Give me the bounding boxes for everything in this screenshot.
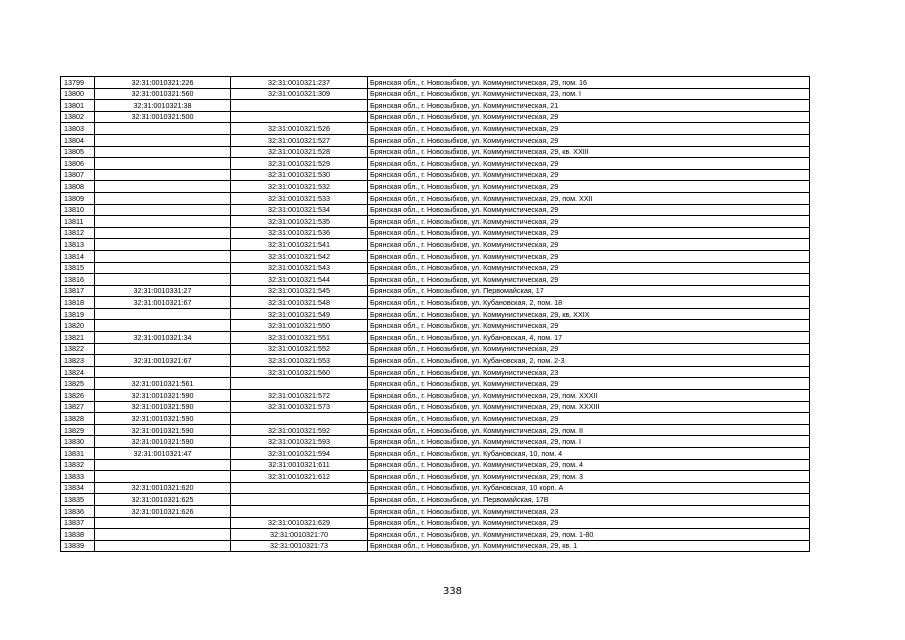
row-number-cell: 13801	[61, 100, 95, 112]
address-cell: Брянская обл., г. Новозыбков, ул. Коммунистическая, 29	[368, 239, 810, 251]
building-cadastral-number-cell: 32:31:0010321:572	[231, 390, 368, 402]
building-cadastral-number-cell: 32:31:0010321:70	[231, 529, 368, 541]
row-number-cell: 13821	[61, 332, 95, 344]
row-number-cell: 13833	[61, 471, 95, 483]
registry-table	[60, 76, 810, 552]
address-cell: Брянская обл., г. Новозыбков, ул. Коммунистическая, 29, пом. 16	[368, 77, 810, 89]
address-cell: Брянская обл., г. Новозыбков, ул. Коммунистическая, 29, пом. 4	[368, 459, 810, 471]
row-number-cell: 13817	[61, 285, 95, 297]
row-number-cell: 13813	[61, 239, 95, 251]
building-cadastral-number-cell: 32:31:0010321:533	[231, 192, 368, 204]
building-cadastral-number-cell	[231, 505, 368, 517]
registry-table-body	[61, 77, 810, 552]
table-row	[61, 297, 810, 309]
building-cadastral-number-cell: 32:31:0010321:528	[231, 146, 368, 158]
table-row	[61, 517, 810, 529]
cadastral-number-cell: 32:31:0010321:620	[95, 482, 231, 494]
cadastral-number-cell: 32:31:0010321:226	[95, 77, 231, 89]
table-row	[61, 459, 810, 471]
address-cell: Брянская обл., г. Новозыбков, ул. Коммунистическая, 29, пом. XXII	[368, 192, 810, 204]
row-number-cell: 13823	[61, 355, 95, 367]
cadastral-number-cell	[95, 250, 231, 262]
table-row	[61, 169, 810, 181]
cadastral-number-cell	[95, 227, 231, 239]
building-cadastral-number-cell: 32:31:0010321:551	[231, 332, 368, 344]
table-row	[61, 390, 810, 402]
cadastral-number-cell: 32:31:0010321:34	[95, 332, 231, 344]
address-cell: Брянская обл., г. Новозыбков, ул. Коммунистическая, 29	[368, 262, 810, 274]
page-number: 338	[442, 586, 463, 597]
building-cadastral-number-cell: 32:31:0010321:612	[231, 471, 368, 483]
building-cadastral-number-cell: 32:31:0010321:309	[231, 88, 368, 100]
table-row	[61, 250, 810, 262]
table-row	[61, 378, 810, 390]
building-cadastral-number-cell: 32:31:0010321:535	[231, 216, 368, 228]
address-cell: Брянская обл., г. Новозыбков, ул. Коммунистическая, 29, пом. I	[368, 436, 810, 448]
address-cell: Брянская обл., г. Новозыбков, ул. Коммунистическая, 29	[368, 274, 810, 286]
address-cell: Брянская обл., г. Новозыбков, ул. Коммунистическая, 29, кв. XXIII	[368, 146, 810, 158]
table-row	[61, 482, 810, 494]
table-row	[61, 134, 810, 146]
cadastral-number-cell	[95, 320, 231, 332]
table-row	[61, 123, 810, 135]
row-number-cell: 13809	[61, 192, 95, 204]
address-cell: Брянская обл., г. Новозыбков, ул. Кубановская, 4, пом. 17	[368, 332, 810, 344]
row-number-cell: 13838	[61, 529, 95, 541]
row-number-cell: 13824	[61, 366, 95, 378]
building-cadastral-number-cell	[231, 494, 368, 506]
table-row	[61, 274, 810, 286]
row-number-cell: 13839	[61, 540, 95, 552]
building-cadastral-number-cell: 32:31:0010321:527	[231, 134, 368, 146]
address-cell: Брянская обл., г. Новозыбков, ул. Коммунистическая, 29	[368, 111, 810, 123]
cadastral-number-cell	[95, 529, 231, 541]
address-cell: Брянская обл., г. Новозыбков, ул. Коммунистическая, 29, пом. XXXII	[368, 390, 810, 402]
address-cell: Брянская обл., г. Новозыбков, ул. Коммунистическая, 29	[368, 378, 810, 390]
row-number-cell: 13820	[61, 320, 95, 332]
address-cell: Брянская обл., г. Новозыбков, ул. Коммунистическая, 29	[368, 320, 810, 332]
address-cell: Брянская обл., г. Новозыбков, ул. Коммунистическая, 29	[368, 123, 810, 135]
address-cell: Брянская обл., г. Новозыбков, ул. Коммунистическая, 29	[368, 169, 810, 181]
row-number-cell: 13804	[61, 134, 95, 146]
table-row	[61, 308, 810, 320]
table-row	[61, 436, 810, 448]
row-number-cell: 13810	[61, 204, 95, 216]
address-cell: Брянская обл., г. Новозыбков, ул. Первомайская, 17	[368, 285, 810, 297]
table-row	[61, 401, 810, 413]
table-row	[61, 158, 810, 170]
building-cadastral-number-cell: 32:31:0010321:553	[231, 355, 368, 367]
table-row	[61, 320, 810, 332]
address-cell: Брянская обл., г. Новозыбков, ул. Кубановская, 2, пом. 2-3	[368, 355, 810, 367]
table-row	[61, 540, 810, 552]
table-row	[61, 413, 810, 425]
building-cadastral-number-cell: 32:31:0010321:629	[231, 517, 368, 529]
table-row	[61, 216, 810, 228]
cadastral-number-cell	[95, 517, 231, 529]
table-row	[61, 77, 810, 89]
address-cell: Брянская обл., г. Новозыбков, ул. Коммунистическая, 29, кв. 1	[368, 540, 810, 552]
building-cadastral-number-cell: 32:31:0010321:532	[231, 181, 368, 193]
building-cadastral-number-cell	[231, 413, 368, 425]
row-number-cell: 13834	[61, 482, 95, 494]
row-number-cell: 13818	[61, 297, 95, 309]
address-cell: Брянская обл., г. Новозыбков, ул. Коммунистическая, 29, пом. II	[368, 424, 810, 436]
row-number-cell: 13815	[61, 262, 95, 274]
cadastral-number-cell	[95, 134, 231, 146]
row-number-cell: 13825	[61, 378, 95, 390]
building-cadastral-number-cell: 32:31:0010321:534	[231, 204, 368, 216]
address-cell: Брянская обл., г. Новозыбков, ул. Коммунистическая, 23	[368, 505, 810, 517]
address-cell: Брянская обл., г. Новозыбков, ул. Коммунистическая, 29	[368, 181, 810, 193]
address-cell: Брянская обл., г. Новозыбков, ул. Коммунистическая, 23, пом. I	[368, 88, 810, 100]
table-row	[61, 204, 810, 216]
table-row	[61, 355, 810, 367]
row-number-cell: 13827	[61, 401, 95, 413]
cadastral-number-cell: 32:31:0010321:560	[95, 88, 231, 100]
row-number-cell: 13806	[61, 158, 95, 170]
row-number-cell: 13816	[61, 274, 95, 286]
row-number-cell: 13802	[61, 111, 95, 123]
building-cadastral-number-cell	[231, 378, 368, 390]
cadastral-number-cell: 32:31:0010321:590	[95, 424, 231, 436]
table-row	[61, 332, 810, 344]
cadastral-number-cell	[95, 308, 231, 320]
building-cadastral-number-cell: 32:31:0010321:529	[231, 158, 368, 170]
building-cadastral-number-cell: 32:31:0010321:73	[231, 540, 368, 552]
cadastral-number-cell	[95, 366, 231, 378]
table-row	[61, 227, 810, 239]
cadastral-number-cell: 32:31:0010321:590	[95, 436, 231, 448]
building-cadastral-number-cell: 32:31:0010321:541	[231, 239, 368, 251]
table-row	[61, 285, 810, 297]
address-cell: Брянская обл., г. Новозыбков, ул. Коммунистическая, 29	[368, 204, 810, 216]
building-cadastral-number-cell: 32:31:0010321:545	[231, 285, 368, 297]
address-cell: Брянская обл., г. Новозыбков, ул. Кубановская, 10 корп. А	[368, 482, 810, 494]
table-row	[61, 494, 810, 506]
cadastral-number-cell	[95, 239, 231, 251]
table-row	[61, 262, 810, 274]
building-cadastral-number-cell: 32:31:0010321:552	[231, 343, 368, 355]
table-row	[61, 471, 810, 483]
cadastral-number-cell	[95, 540, 231, 552]
table-row	[61, 100, 810, 112]
row-number-cell: 13811	[61, 216, 95, 228]
cadastral-number-cell: 32:31:0010321:561	[95, 378, 231, 390]
address-cell: Брянская обл., г. Новозыбков, ул. Коммунистическая, 21	[368, 100, 810, 112]
table-row	[61, 424, 810, 436]
cadastral-number-cell	[95, 169, 231, 181]
address-cell: Брянская обл., г. Новозыбков, ул. Коммунистическая, 29, пом. XXXIII	[368, 401, 810, 413]
row-number-cell: 13808	[61, 181, 95, 193]
cadastral-number-cell	[95, 262, 231, 274]
row-number-cell: 13807	[61, 169, 95, 181]
row-number-cell: 13832	[61, 459, 95, 471]
row-number-cell: 13803	[61, 123, 95, 135]
address-cell: Брянская обл., г. Новозыбков, ул. Коммунистическая, 29, кв. XXIX	[368, 308, 810, 320]
building-cadastral-number-cell: 32:31:0010321:548	[231, 297, 368, 309]
row-number-cell: 13799	[61, 77, 95, 89]
row-number-cell: 13826	[61, 390, 95, 402]
building-cadastral-number-cell: 32:31:0010321:611	[231, 459, 368, 471]
row-number-cell: 13814	[61, 250, 95, 262]
address-cell: Брянская обл., г. Новозыбков, ул. Коммунистическая, 29	[368, 216, 810, 228]
address-cell: Брянская обл., г. Новозыбков, ул. Коммунистическая, 29	[368, 134, 810, 146]
address-cell: Брянская обл., г. Новозыбков, ул. Коммунистическая, 29	[368, 250, 810, 262]
row-number-cell: 13812	[61, 227, 95, 239]
cadastral-number-cell	[95, 123, 231, 135]
building-cadastral-number-cell: 32:31:0010321:560	[231, 366, 368, 378]
building-cadastral-number-cell: 32:31:0010321:237	[231, 77, 368, 89]
row-number-cell: 13819	[61, 308, 95, 320]
building-cadastral-number-cell: 32:31:0010321:549	[231, 308, 368, 320]
address-cell: Брянская обл., г. Новозыбков, ул. Коммунистическая, 29	[368, 227, 810, 239]
row-number-cell: 13836	[61, 505, 95, 517]
building-cadastral-number-cell: 32:31:0010321:543	[231, 262, 368, 274]
cadastral-number-cell: 32:31:0010321:625	[95, 494, 231, 506]
cadastral-number-cell: 32:31:0010321:590	[95, 390, 231, 402]
cadastral-number-cell	[95, 192, 231, 204]
table-row	[61, 529, 810, 541]
row-number-cell: 13822	[61, 343, 95, 355]
address-cell: Брянская обл., г. Новозыбков, ул. Коммунистическая, 29	[368, 343, 810, 355]
table-row	[61, 448, 810, 460]
cadastral-number-cell: 32:31:0010321:67	[95, 355, 231, 367]
row-number-cell: 13831	[61, 448, 95, 460]
address-cell: Брянская обл., г. Новозыбков, ул. Коммунистическая, 29, пом. 3	[368, 471, 810, 483]
address-cell: Брянская обл., г. Новозыбков, ул. Кубановская, 2, пом. 18	[368, 297, 810, 309]
address-cell: Брянская обл., г. Новозыбков, ул. Коммунистическая, 29, пом. 1-80	[368, 529, 810, 541]
cadastral-number-cell	[95, 274, 231, 286]
row-number-cell: 13800	[61, 88, 95, 100]
building-cadastral-number-cell: 32:31:0010321:542	[231, 250, 368, 262]
address-cell: Брянская обл., г. Новозыбков, ул. Кубановская, 10, пом. 4	[368, 448, 810, 460]
building-cadastral-number-cell: 32:31:0010321:536	[231, 227, 368, 239]
table-row	[61, 343, 810, 355]
address-cell: Брянская обл., г. Новозыбков, ул. Коммунистическая, 29	[368, 413, 810, 425]
row-number-cell: 13837	[61, 517, 95, 529]
building-cadastral-number-cell	[231, 100, 368, 112]
building-cadastral-number-cell: 32:31:0010321:573	[231, 401, 368, 413]
cadastral-number-cell	[95, 146, 231, 158]
table-row	[61, 239, 810, 251]
cadastral-number-cell: 32:31:0010331:27	[95, 285, 231, 297]
cadastral-number-cell: 32:31:0010321:500	[95, 111, 231, 123]
address-cell: Брянская обл., г. Новозыбков, ул. Первомайская, 17В	[368, 494, 810, 506]
row-number-cell: 13828	[61, 413, 95, 425]
building-cadastral-number-cell: 32:31:0010321:593	[231, 436, 368, 448]
table-row	[61, 88, 810, 100]
table-row	[61, 181, 810, 193]
cadastral-number-cell	[95, 216, 231, 228]
building-cadastral-number-cell: 32:31:0010321:544	[231, 274, 368, 286]
cadastral-number-cell	[95, 471, 231, 483]
table-row	[61, 192, 810, 204]
cadastral-number-cell	[95, 459, 231, 471]
cadastral-number-cell	[95, 158, 231, 170]
building-cadastral-number-cell: 32:31:0010321:594	[231, 448, 368, 460]
building-cadastral-number-cell: 32:31:0010321:530	[231, 169, 368, 181]
table-row	[61, 146, 810, 158]
row-number-cell: 13805	[61, 146, 95, 158]
cadastral-number-cell: 32:31:0010321:47	[95, 448, 231, 460]
table-row	[61, 111, 810, 123]
cadastral-number-cell: 32:31:0010321:626	[95, 505, 231, 517]
table-row	[61, 366, 810, 378]
address-cell: Брянская обл., г. Новозыбков, ул. Коммунистическая, 29	[368, 517, 810, 529]
address-cell: Брянская обл., г. Новозыбков, ул. Коммунистическая, 23	[368, 366, 810, 378]
cadastral-number-cell: 32:31:0010321:590	[95, 401, 231, 413]
address-cell: Брянская обл., г. Новозыбков, ул. Коммунистическая, 29	[368, 158, 810, 170]
cadastral-number-cell: 32:31:0010321:38	[95, 100, 231, 112]
row-number-cell: 13829	[61, 424, 95, 436]
cadastral-number-cell	[95, 343, 231, 355]
building-cadastral-number-cell	[231, 111, 368, 123]
building-cadastral-number-cell: 32:31:0010321:526	[231, 123, 368, 135]
table-row	[61, 505, 810, 517]
building-cadastral-number-cell	[231, 482, 368, 494]
cadastral-number-cell	[95, 204, 231, 216]
building-cadastral-number-cell: 32:31:0010321:592	[231, 424, 368, 436]
row-number-cell: 13835	[61, 494, 95, 506]
building-cadastral-number-cell: 32:31:0010321:550	[231, 320, 368, 332]
cadastral-number-cell	[95, 181, 231, 193]
cadastral-number-cell: 32:31:0010321:590	[95, 413, 231, 425]
row-number-cell: 13830	[61, 436, 95, 448]
cadastral-number-cell: 32:31:0010321:67	[95, 297, 231, 309]
